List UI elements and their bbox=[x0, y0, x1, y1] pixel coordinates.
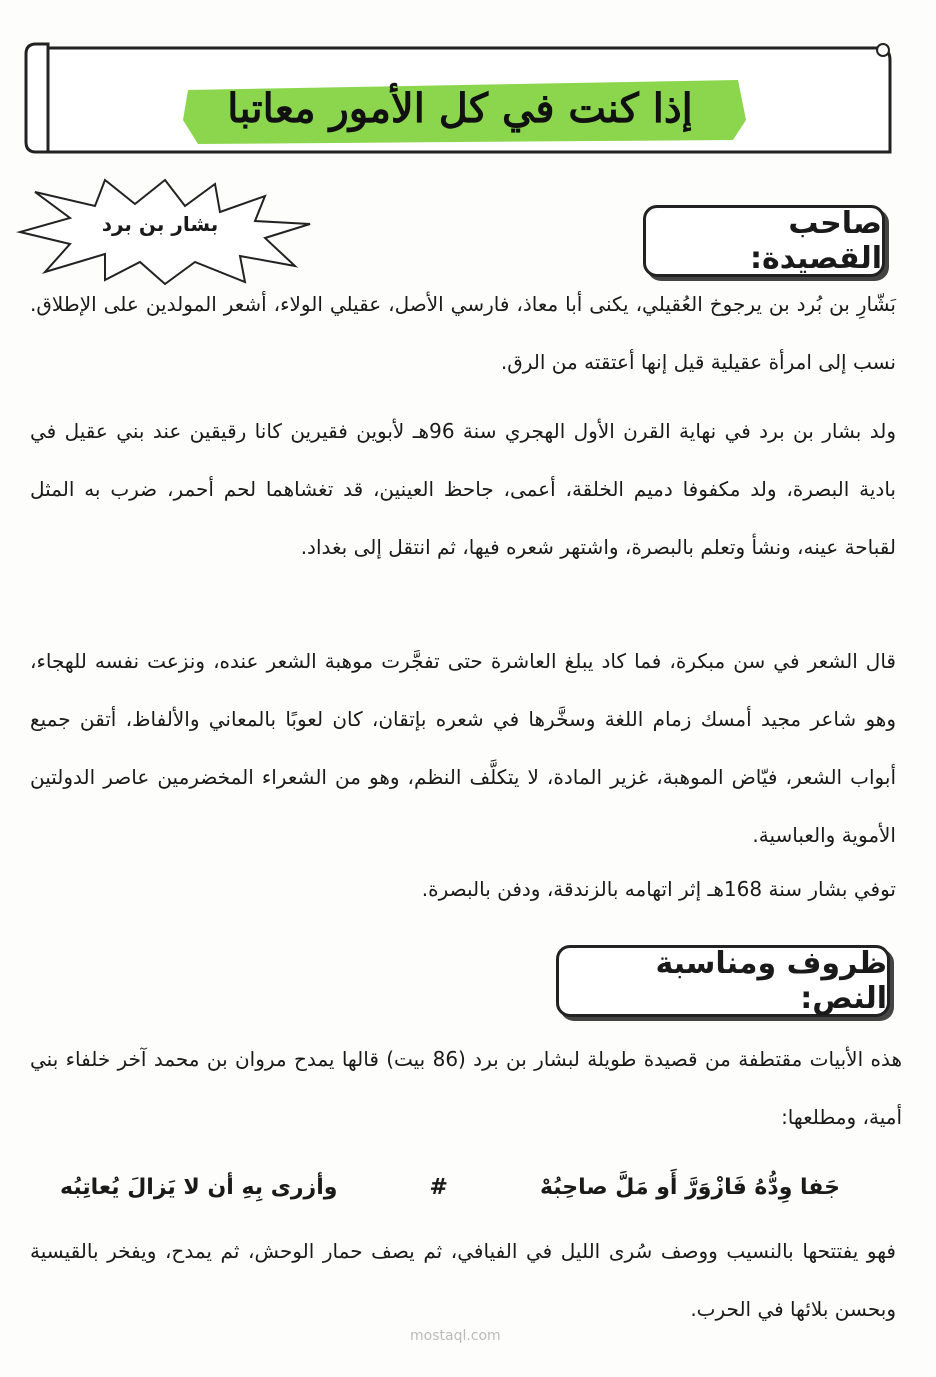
verse-second-hemistich: وأزرى بِهِ أن لا يَزالَ يُعاتِبُه bbox=[60, 1174, 338, 1200]
paragraph-intro: بَشّارِ بن بُرد بن يرجوخ العُقيلي، يكنى أبا معاذ، فارسي الأصل، عقيلي الولاء، أشعر المولدين على الإطلاق. نسب إلى امرأة عقيلية قيل إنها أعتقته من الرق. bbox=[30, 292, 896, 374]
verse-separator: # bbox=[429, 1174, 448, 1200]
paragraph-context-intro: هذه الأبيات مقتطفة من قصيدة طويلة لبشار بن برد (86 بيت) قالها يمدح مروان بن محمد آخر خلفاء بني أمية، ومطلعها: bbox=[30, 1047, 902, 1129]
paragraph-context-outro: فهو يفتتحها بالنسيب ووصف سُرى الليل في الفيافي، ثم يصف حمار الوحش، ثم يمدح، ويفخر بالقيسية وبحسن بلائها في الحرب. bbox=[30, 1239, 896, 1321]
watermark: mostaql.com bbox=[410, 1328, 501, 1344]
page-title: إذا كنت في كل الأمور معاتبا bbox=[227, 84, 693, 132]
paragraph-death: توفي بشار سنة 168هـ إثر اتهامه بالزندقة، ودفن بالبصرة. bbox=[421, 877, 896, 901]
section-heading-author: صاحب القصيدة: bbox=[643, 205, 885, 277]
author-tag: بشار بن برد bbox=[101, 212, 219, 236]
paragraph-birth: ولد بشار بن برد في نهاية القرن الأول الهجري سنة 96هـ لأبوين فقيرين كانا رقيقين عند بني عقيل في بادية البصرة، ولد مكفوفا دميم الخلقة، أعمى، جاحظ العينين، قد تغشاهما لحم أحمر، ضرب به المثل لقباحة عينه، ونشأ وتعلم بالبصرة، واشتهر شعره فيها، ثم انتقل إلى بغداد. bbox=[30, 419, 896, 559]
paragraph-poetry: قال الشعر في سن مبكرة، فما كاد يبلغ العاشرة حتى تفجَّرت موهبة الشعر عنده، ونزعت نفسه للهجاء، وهو شاعر مجيد أمسك زمام اللغة وسخَّرها في شعره بإتقان، كان لعوبًا بالمعاني والألفاظ، أتقن جميع أبواب الشعر، فيّاض الموهبة، غزير المادة، لا يتكلَّف النظم، وهو من الشعراء المخضرمين عاصر الدولتين الأموية والعباسية. bbox=[30, 649, 896, 847]
section-heading-context: ظروف ومناسبة النص: bbox=[556, 945, 890, 1017]
opening-verse bbox=[60, 1165, 840, 1209]
verse-first-hemistich: جَفا وِدُّهُ فَازْوَرَّ أَو مَلَّ صاحِبُهْ bbox=[539, 1174, 840, 1200]
